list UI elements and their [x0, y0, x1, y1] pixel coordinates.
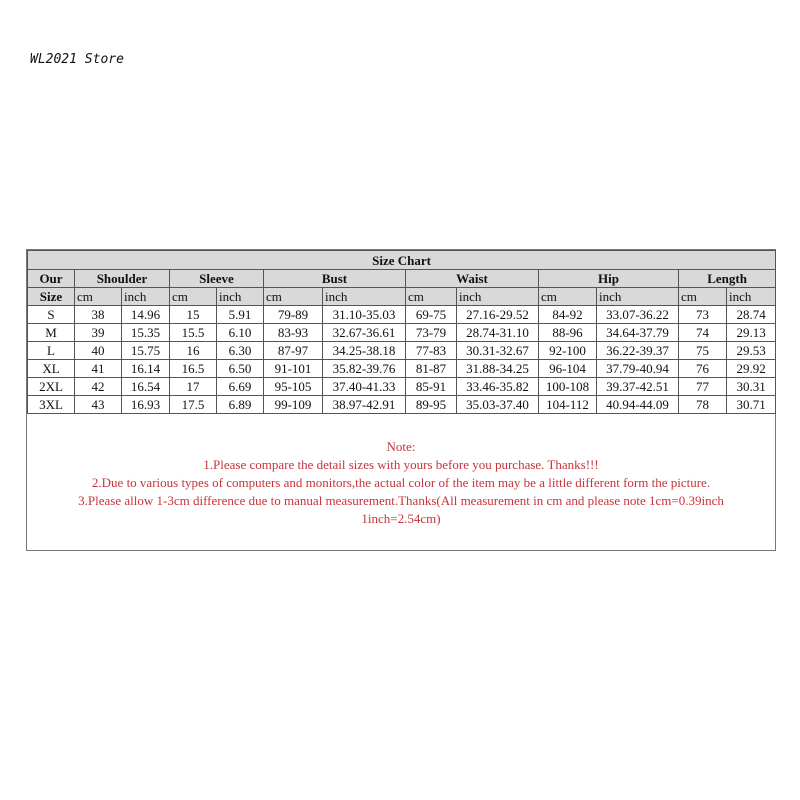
value-cell: 16.5	[170, 360, 217, 378]
value-cell: 30.31-32.67	[457, 342, 539, 360]
value-cell: 99-109	[264, 396, 323, 414]
unit-header: cm	[679, 288, 727, 306]
value-cell: 33.46-35.82	[457, 378, 539, 396]
group-header: Hip	[539, 270, 679, 288]
value-cell: 85-91	[406, 378, 457, 396]
value-cell: 16	[170, 342, 217, 360]
value-cell: 77-83	[406, 342, 457, 360]
value-cell: 73-79	[406, 324, 457, 342]
value-cell: 79-89	[264, 306, 323, 324]
value-cell: 14.96	[122, 306, 170, 324]
value-cell: 87-97	[264, 342, 323, 360]
value-cell: 96-104	[539, 360, 597, 378]
value-cell: 39.37-42.51	[597, 378, 679, 396]
note-line: 2.Due to various types of computers and monitors,the actual color of the item may be a little different form the picture.	[91, 475, 711, 490]
note-line: 1.Please compare the detail sizes with yours before you purchase. Thanks!!!	[203, 457, 599, 472]
value-cell: 15.35	[122, 324, 170, 342]
value-cell: 35.82-39.76	[323, 360, 406, 378]
unit-header: inch	[122, 288, 170, 306]
value-cell: 29.53	[727, 342, 776, 360]
value-cell: 41	[75, 360, 122, 378]
group-header: Waist	[406, 270, 539, 288]
value-cell: 30.31	[727, 378, 776, 396]
value-cell: 6.10	[217, 324, 264, 342]
value-cell: 6.89	[217, 396, 264, 414]
size-header: Size	[28, 288, 75, 306]
size-table	[27, 250, 776, 414]
note-line: 3.Please allow 1-3cm difference due to manual measurement.Thanks(All measurement in cm and please note 1cm=0.39inch	[78, 493, 724, 508]
table-row	[28, 306, 776, 324]
value-cell: 73	[679, 306, 727, 324]
value-cell: 15.75	[122, 342, 170, 360]
value-cell: 31.10-35.03	[323, 306, 406, 324]
value-cell: 34.64-37.79	[597, 324, 679, 342]
size-cell: XL	[28, 360, 75, 378]
value-cell: 39	[75, 324, 122, 342]
value-cell: 32.67-36.61	[323, 324, 406, 342]
value-cell: 16.93	[122, 396, 170, 414]
value-cell: 91-101	[264, 360, 323, 378]
value-cell: 17.5	[170, 396, 217, 414]
unit-header: inch	[217, 288, 264, 306]
size-chart	[26, 249, 776, 551]
unit-header: inch	[323, 288, 406, 306]
value-cell: 78	[679, 396, 727, 414]
size-header: Our	[28, 270, 75, 288]
value-cell: 95-105	[264, 378, 323, 396]
value-cell: 16.14	[122, 360, 170, 378]
table-row	[28, 324, 776, 342]
value-cell: 17	[170, 378, 217, 396]
size-cell: S	[28, 306, 75, 324]
value-cell: 83-93	[264, 324, 323, 342]
value-cell: 33.07-36.22	[597, 306, 679, 324]
table-row	[28, 396, 776, 414]
value-cell: 6.50	[217, 360, 264, 378]
value-cell: 38.97-42.91	[323, 396, 406, 414]
table-row	[28, 360, 776, 378]
value-cell: 34.25-38.18	[323, 342, 406, 360]
value-cell: 16.54	[122, 378, 170, 396]
value-cell: 77	[679, 378, 727, 396]
size-cell: L	[28, 342, 75, 360]
value-cell: 15.5	[170, 324, 217, 342]
value-cell: 29.13	[727, 324, 776, 342]
value-cell: 40.94-44.09	[597, 396, 679, 414]
value-cell: 69-75	[406, 306, 457, 324]
value-cell: 75	[679, 342, 727, 360]
value-cell: 92-100	[539, 342, 597, 360]
table-title: Size Chart	[28, 251, 776, 270]
table-row	[28, 342, 776, 360]
value-cell: 88-96	[539, 324, 597, 342]
value-cell: 89-95	[406, 396, 457, 414]
value-cell: 28.74	[727, 306, 776, 324]
store-name: WL2021 Store	[30, 52, 124, 67]
size-cell: M	[28, 324, 75, 342]
value-cell: 35.03-37.40	[457, 396, 539, 414]
value-cell: 29.92	[727, 360, 776, 378]
group-header: Shoulder	[75, 270, 170, 288]
value-cell: 42	[75, 378, 122, 396]
value-cell: 74	[679, 324, 727, 342]
value-cell: 104-112	[539, 396, 597, 414]
unit-header: inch	[457, 288, 539, 306]
value-cell: 38	[75, 306, 122, 324]
value-cell: 84-92	[539, 306, 597, 324]
value-cell: 15	[170, 306, 217, 324]
note-line: 1inch=2.54cm)	[361, 511, 441, 526]
value-cell: 43	[75, 396, 122, 414]
group-header: Sleeve	[170, 270, 264, 288]
unit-header: inch	[597, 288, 679, 306]
unit-header: cm	[170, 288, 217, 306]
unit-header: cm	[539, 288, 597, 306]
note-line: Note:	[386, 439, 416, 454]
value-cell: 31.88-34.25	[457, 360, 539, 378]
value-cell: 37.79-40.94	[597, 360, 679, 378]
size-cell: 2XL	[28, 378, 75, 396]
value-cell: 30.71	[727, 396, 776, 414]
unit-header: cm	[264, 288, 323, 306]
value-cell: 27.16-29.52	[457, 306, 539, 324]
table-row	[28, 378, 776, 396]
value-cell: 76	[679, 360, 727, 378]
size-cell: 3XL	[28, 396, 75, 414]
group-header: Length	[679, 270, 776, 288]
value-cell: 40	[75, 342, 122, 360]
value-cell: 100-108	[539, 378, 597, 396]
group-header: Bust	[264, 270, 406, 288]
notes	[27, 414, 775, 528]
value-cell: 6.69	[217, 378, 264, 396]
value-cell: 81-87	[406, 360, 457, 378]
value-cell: 5.91	[217, 306, 264, 324]
value-cell: 6.30	[217, 342, 264, 360]
value-cell: 37.40-41.33	[323, 378, 406, 396]
value-cell: 36.22-39.37	[597, 342, 679, 360]
value-cell: 28.74-31.10	[457, 324, 539, 342]
unit-header: cm	[406, 288, 457, 306]
unit-header: inch	[727, 288, 776, 306]
unit-header: cm	[75, 288, 122, 306]
